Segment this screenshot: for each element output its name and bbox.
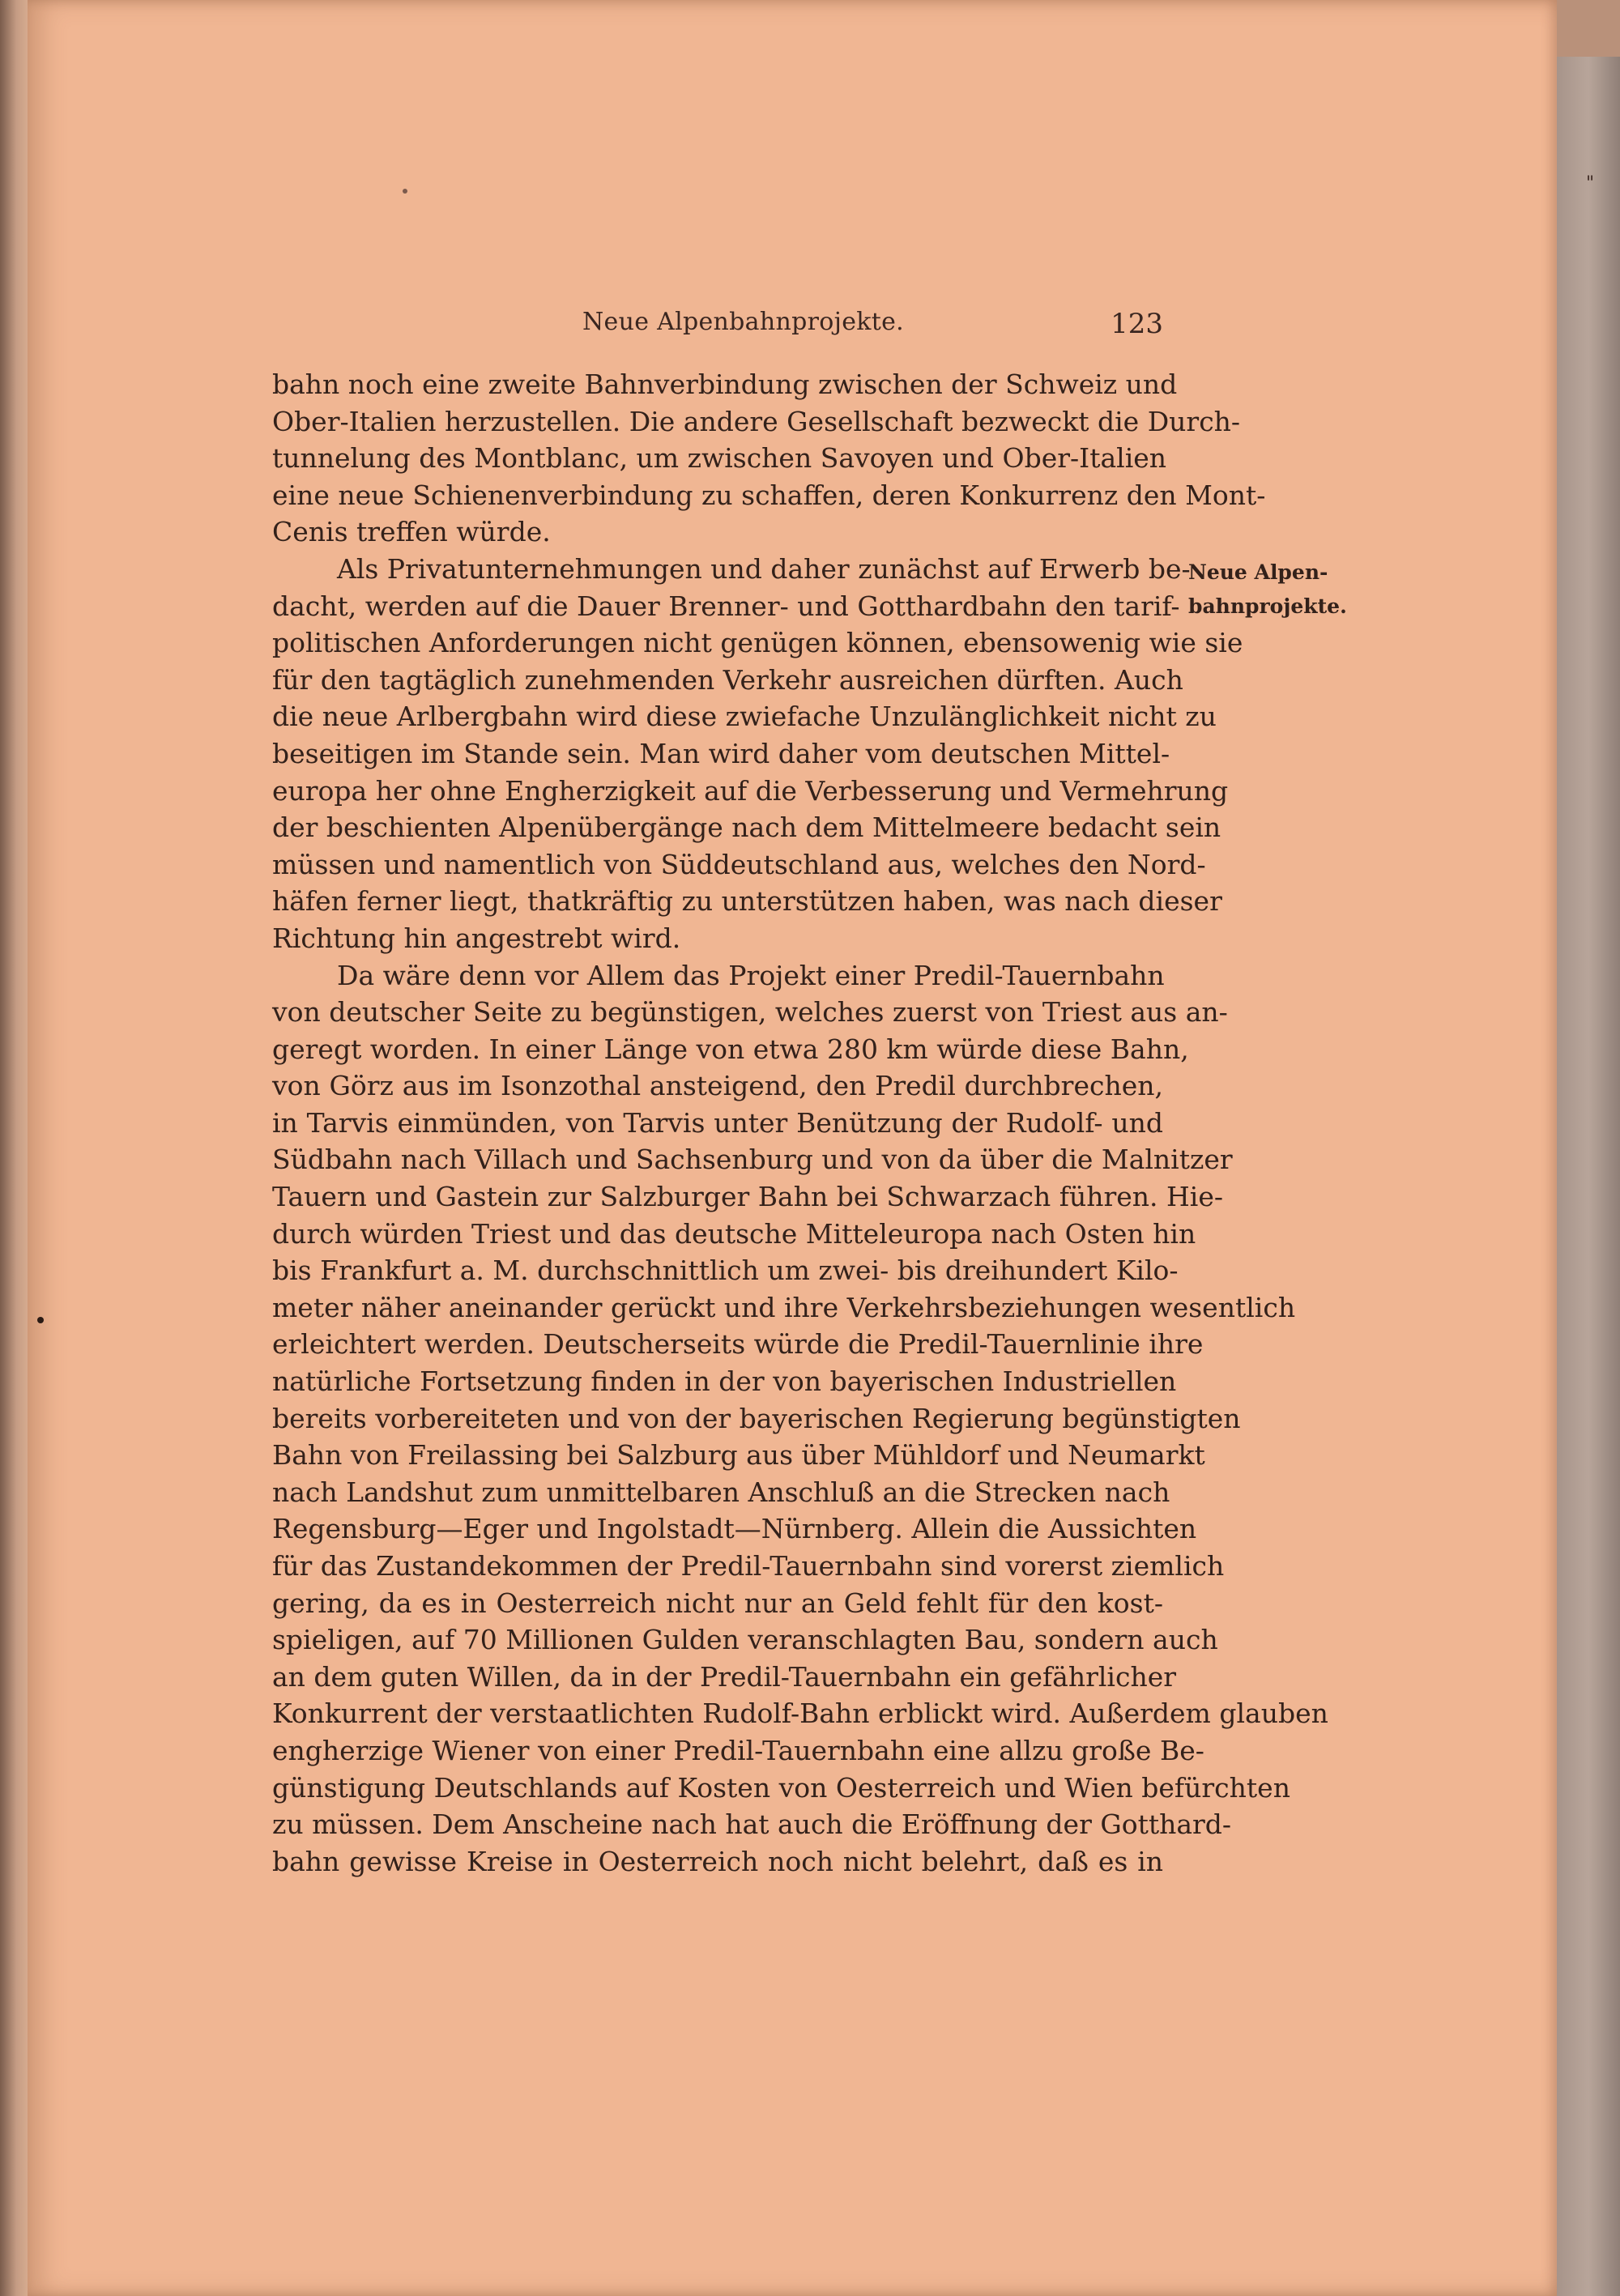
text-line: Regensburg—Eger und Ingolstadt—Nürnberg. Allein die Aussichten xyxy=(272,1513,1197,1545)
text-line: in Tarvis einmünden, von Tarvis unter Benützung der Rudolf- und xyxy=(272,1106,1163,1139)
text-line: Ober-Italien herzustellen. Die andere Gesellschaft bezweckt die Durch- xyxy=(272,405,1241,437)
text-line: bis Frankfurt a. M. durchschnittlich um zwei- bis dreihundert Kilo- xyxy=(272,1254,1179,1287)
text-line: der beschienten Alpenübergänge nach dem Mittelmeere bedacht sein xyxy=(272,811,1221,844)
text-line: Konkurrent der verstaatlichten Rudolf-Bahn erblickt wird. Außerdem glauben xyxy=(272,1698,1328,1730)
text-line: bahn gewisse Kreise in Oesterreich noch nicht belehrt, daß es in xyxy=(272,1845,1163,1877)
text-line: Südbahn nach Villach und Sachsenburg und von da über die Malnitzer xyxy=(272,1144,1233,1176)
text-line: beseitigen im Stande sein. Man wird daher vom deutschen Mittel- xyxy=(272,737,1170,769)
text-line: bahn noch eine zweite Bahnverbindung zwischen der Schweiz und xyxy=(272,368,1178,400)
text-line: eine neue Schienenverbindung zu schaffen, deren Konkurrenz den Mont- xyxy=(272,479,1266,511)
text-line: müssen und namentlich von Süddeutschland aus, welches den Nord- xyxy=(272,848,1206,880)
binding-hole xyxy=(37,1317,44,1323)
text-line: häfen ferner liegt, thatkräftig zu unterstützen haben, was nach dieser xyxy=(272,885,1222,918)
text-line: spieligen, auf 70 Millionen Gulden veranschlagten Bau, sondern auch xyxy=(272,1624,1218,1656)
text-line: an dem guten Willen, da in der Predil-Tauernbahn ein gefährlicher xyxy=(272,1660,1177,1693)
text-line: politischen Anforderungen nicht genügen können, ebensowenig wie sie xyxy=(272,627,1243,659)
text-line: engherzige Wiener von einer Predil-Tauernbahn eine allzu große Be- xyxy=(272,1734,1204,1766)
margin-note xyxy=(1188,556,1347,624)
paragraph-1 xyxy=(272,366,1266,551)
text-line: die neue Arlbergbahn wird diese zwiefache Unzulänglichkeit nicht zu xyxy=(272,701,1217,733)
text-line: für das Zustandekommen der Predil-Tauernbahn sind vorerst ziemlich xyxy=(272,1550,1225,1582)
page-header xyxy=(272,308,1163,348)
margin-note-line: bahnprojekte. xyxy=(1188,594,1347,618)
text-line: für den tagtäglich zunehmenden Verkehr ausreichen dürften. Auch xyxy=(272,663,1183,696)
text-line: dacht, werden auf die Dauer Brenner- und Gotthardbahn den tarif- xyxy=(272,590,1180,622)
text-line: Bahn von Freilassing bei Salzburg aus über Mühldorf und Neumarkt xyxy=(272,1439,1205,1472)
text-line: Cenis treffen würde. xyxy=(272,516,551,548)
corner-mark: " xyxy=(1586,173,1595,194)
text-line: tunnelung des Montblanc, um zwischen Savoyen und Ober-Italien xyxy=(272,442,1167,475)
text-line: von deutscher Seite zu begünstigen, welches zuerst von Triest aus an- xyxy=(272,996,1228,1029)
paragraph-3 xyxy=(272,957,1328,1881)
page-stack-edge xyxy=(1557,57,1620,2296)
text-line: bereits vorbereiteten und von der bayerischen Regierung begünstigten xyxy=(272,1402,1241,1434)
text-line: nach Landshut zum unmittelbaren Anschluß an die Strecken nach xyxy=(272,1476,1170,1508)
speck-mark xyxy=(403,189,407,194)
text-line: durch würden Triest und das deutsche Mitteleuropa nach Osten hin xyxy=(272,1217,1196,1250)
text-line: natürliche Fortsetzung finden in der von bayerischen Industriellen xyxy=(272,1365,1177,1398)
text-line: günstigung Deutschlands auf Kosten von Oesterreich und Wien befürchten xyxy=(272,1771,1290,1804)
book-spine xyxy=(0,0,28,2296)
margin-note-line: Neue Alpen- xyxy=(1188,560,1328,584)
text-line: erleichtert werden. Deutscherseits würde die Predil-Tauernlinie ihre xyxy=(272,1328,1204,1361)
paragraph-2 xyxy=(272,551,1243,957)
text-line: zu müssen. Dem Anscheine nach hat auch die Eröffnung der Gotthard- xyxy=(272,1808,1232,1841)
text-line: Tauern und Gastein zur Salzburger Bahn bei Schwarzach führen. Hie- xyxy=(272,1181,1224,1213)
text-line: meter näher aneinander gerückt und ihre Verkehrsbeziehungen wesentlich xyxy=(272,1291,1296,1323)
text-line: geregt worden. In einer Länge von etwa 280 km würde diese Bahn, xyxy=(272,1033,1189,1065)
running-title: Neue Alpenbahnprojekte. xyxy=(582,308,904,336)
text-line: gering, da es in Oesterreich nicht nur an Geld fehlt für den kost- xyxy=(272,1587,1163,1619)
page-number: 123 xyxy=(1111,308,1163,340)
text-line: von Görz aus im Isonzothal ansteigend, den Predil durchbrechen, xyxy=(272,1070,1163,1102)
text-line: europa her ohne Engherzigkeit auf die Verbesserung und Vermehrung xyxy=(272,774,1229,807)
text-line: Richtung hin angestrebt wird. xyxy=(272,922,681,954)
text-line: Da wäre denn vor Allem das Projekt einer Predil-Tauernbahn xyxy=(337,959,1165,991)
text-line: Als Privatunternehmungen und daher zunächst auf Erwerb be- xyxy=(337,552,1191,585)
